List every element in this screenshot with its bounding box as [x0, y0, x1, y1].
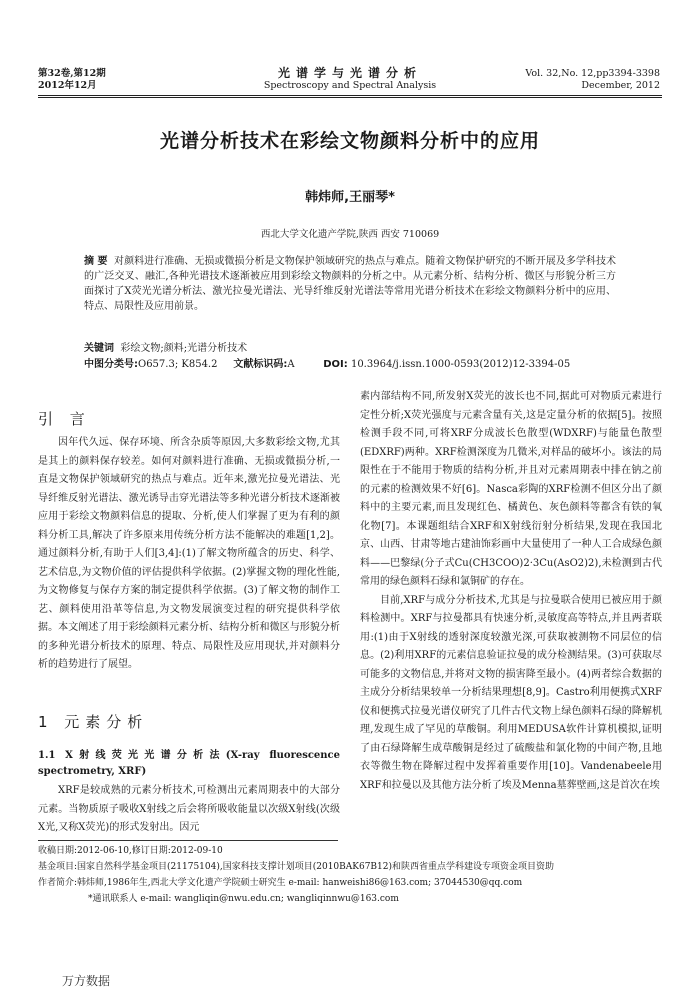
watermark: 万方数据 — [62, 974, 111, 988]
footnote-received: 收稿日期:2012-06-10,修订日期:2012-09-10 — [38, 846, 223, 856]
right-column — [360, 388, 662, 795]
pub-date: 2012年12月 — [38, 80, 97, 91]
xrf-text: XRF是较成熟的元素分析技术,可检测出元素周期表中的大部分元素。当物质原子吸收X射线之后会将所吸收能量以次级X射线(次级X光,又称X荧光)的形式发射出。因元 — [38, 785, 340, 833]
doc-code-value: A — [287, 359, 295, 370]
doc-code-label: 文献标识码: — [233, 359, 288, 370]
classification — [84, 358, 644, 372]
footnote-corresponding: *通讯联系人 e-mail: wangliqin@nwu.edu.cn; wangliqinnwu@163.com — [88, 894, 399, 904]
doi-value: 10.3964/j.issn.1000-0593(2012)12-3394-05 — [350, 359, 571, 370]
right-para-1: 素内部结构不同,所发射X荧光的波长也不同,据此可对物质元素进行定性分析;X荧光强度与元素含量有关,这是定量分析的依据[5]。按照检测手段不同,可将XRF分成波长色散型(WDXRF)与能量色散型(EDXRF)两种。XRF检测深度为几微米,对样品的破坏小。该法的局限性在于不能用于物质的结构分析,并且对元素周期表中排在钠之前的元素的检测效果不好[6]。Nasca彩陶的XRF检测不但区分出了颜料中的主要元素,而且发现红色、橘黄色、灰色颜料等都含有铁的氧化物[7]。本课题组结合XRF和X射线衍射分析结果,发现在我国北京、山西、甘肃等地古建油饰彩画中大量使用了一种人工合成绿色颜料——巴黎绿(分子式Cu(CH3COO)2·3Cu(AsO2)2),未检测到古代常用的绿色颜料石绿和氯铜矿的存在。 — [360, 391, 662, 587]
xrf-section — [38, 748, 340, 838]
abstract-text: 对颜料进行准确、无损或微损分析是文物保护领域研究的热点与难点。随着文物保护研究的不断开展及多学科技术的广泛交叉、融汇,各种光谱技术逐渐被应用到彩绘文物颜料的分析之中。从元素分析、结构分析、微区与形貌分析三方面探讨了X荧光光谱分析法、激光拉曼光谱法、光导纤维反射光谱法等常用光谱分析技术在彩绘文物颜料分析中的应用、特点、局限性及应用前景。 — [84, 256, 617, 312]
keywords — [84, 342, 644, 356]
intro-heading: 引 言 — [38, 410, 91, 428]
authors: 韩炜师,王丽琴* — [305, 190, 395, 205]
footnote-author-bio: 作者简介:韩炜师,1986年生,西北大学文化遗产学院硕士研究生 e-mail: hanweishi86@163.com; 37044530@qq.com — [38, 878, 523, 888]
journal-title-zh: 光谱学与光谱分析 — [277, 66, 422, 80]
clc-label: 中图分类号: — [84, 359, 138, 370]
doi-label: DOI: — [323, 359, 348, 370]
clc-value: O657.3; K854.2 — [138, 359, 218, 370]
footnote-fund: 基金项目:国家自然科学基金项目(21175104),国家科技支撑计划项目(2010BAK67B12)和陕西省重点学科建设专项资金项目资助 — [38, 862, 555, 872]
subsection-1-1-heading: 1.1 X射线荧光光谱分析法(X-ray fluorescence spectrometry, XRF) — [38, 750, 340, 777]
section1-heading: 1 元素分析 — [38, 713, 149, 731]
affiliation: 西北大学文化遗产学院,陕西 西安 710069 — [260, 229, 440, 240]
journal-citation — [525, 68, 660, 92]
abstract — [84, 254, 616, 314]
volume-issue: 第32卷,第12期 — [38, 68, 106, 79]
header-rule — [38, 95, 662, 96]
intro-paragraph — [38, 434, 340, 675]
intro-text: 因年代久远、保存环境、所含杂质等原因,大多数彩绘文物,尤其是其上的颜料保存较差。如何对颜料进行准确、无损或微损分析,一直是文物保护领域研究的热点与难点。近年来,激光拉曼光谱法、光导纤维反射光谱法、激光诱导击穿光谱法等多种光谱分析技术逐渐被应用于彩绘文物颜料信息的提取、分析,使人们掌握了更为有利的颜料分析工具,解决了许多原来用传统分析方法不能解决的难题[1,2]。通过颜料分析,有助于人们[3,4]:(1)了解文物所蕴含的历史、科学、艺术信息,为文物价值的评估提供科学依据。(2)掌握文物的理化性能,为文物修复与保存方案的制定提供科学依据。(3)了解文物的制作工艺、颜料使用沿革等信息,为文物发展演变过程的研究提供科学依据。本文阐述了用于彩绘颜料元素分析、结构分析和微区与形貌分析的多种光谱分析技术的原理、特点、局限性及应用现状,并对颜料分析的趋势进行了展望。 — [38, 437, 340, 670]
keywords-text: 彩绘文物;颜料;光谱分析技术 — [120, 343, 248, 354]
right-para-2: 目前,XRF与成分分析技术,尤其是与拉曼联合使用已被应用于颜料检测中。XRF与拉曼都具有快速分析,灵敏度高等特点,并且两者联用:(1)由于X射线的透射深度较激光深,可获取被测物不同层位的信息。(2)利用XRF的元素信息验证拉曼的成分检测结果。(3)可获取尽可能多的文物信息,并将对文物的损害降至最小。(4)两者综合数据的主成分分析结果较单一分析结果理想[8,9]。Castro利用便携式XRF仪和便携式拉曼光谱仪研究了几件古代文物上绿色颜料石绿的降解机理,发现生成了罕见的草酸铜。利用MEDUSA软件计算机模拟,证明了由石绿降解生成草酸铜是经过了硫酸盐和氯化物的中间产物,且地衣等微生物在降解过程中发挥着重要作用[10]。Vandenabeele用XRF和拉曼以及其他方法分析了埃及Menna墓葬壁画,这是首次在埃 — [360, 594, 662, 791]
keywords-label: 关键词 — [84, 343, 114, 354]
pub-month: December, 2012 — [581, 80, 660, 91]
article-title: 光谱分析技术在彩绘文物颜料分析中的应用 — [159, 130, 540, 152]
volume-pages: Vol. 32,No. 12,pp3394-3398 — [525, 68, 660, 79]
footnote-rule — [38, 840, 338, 841]
abstract-label: 摘 要 — [84, 256, 108, 267]
journal-title-en: Spectroscopy and Spectral Analysis — [263, 80, 437, 91]
header-rule-thin — [38, 97, 662, 98]
